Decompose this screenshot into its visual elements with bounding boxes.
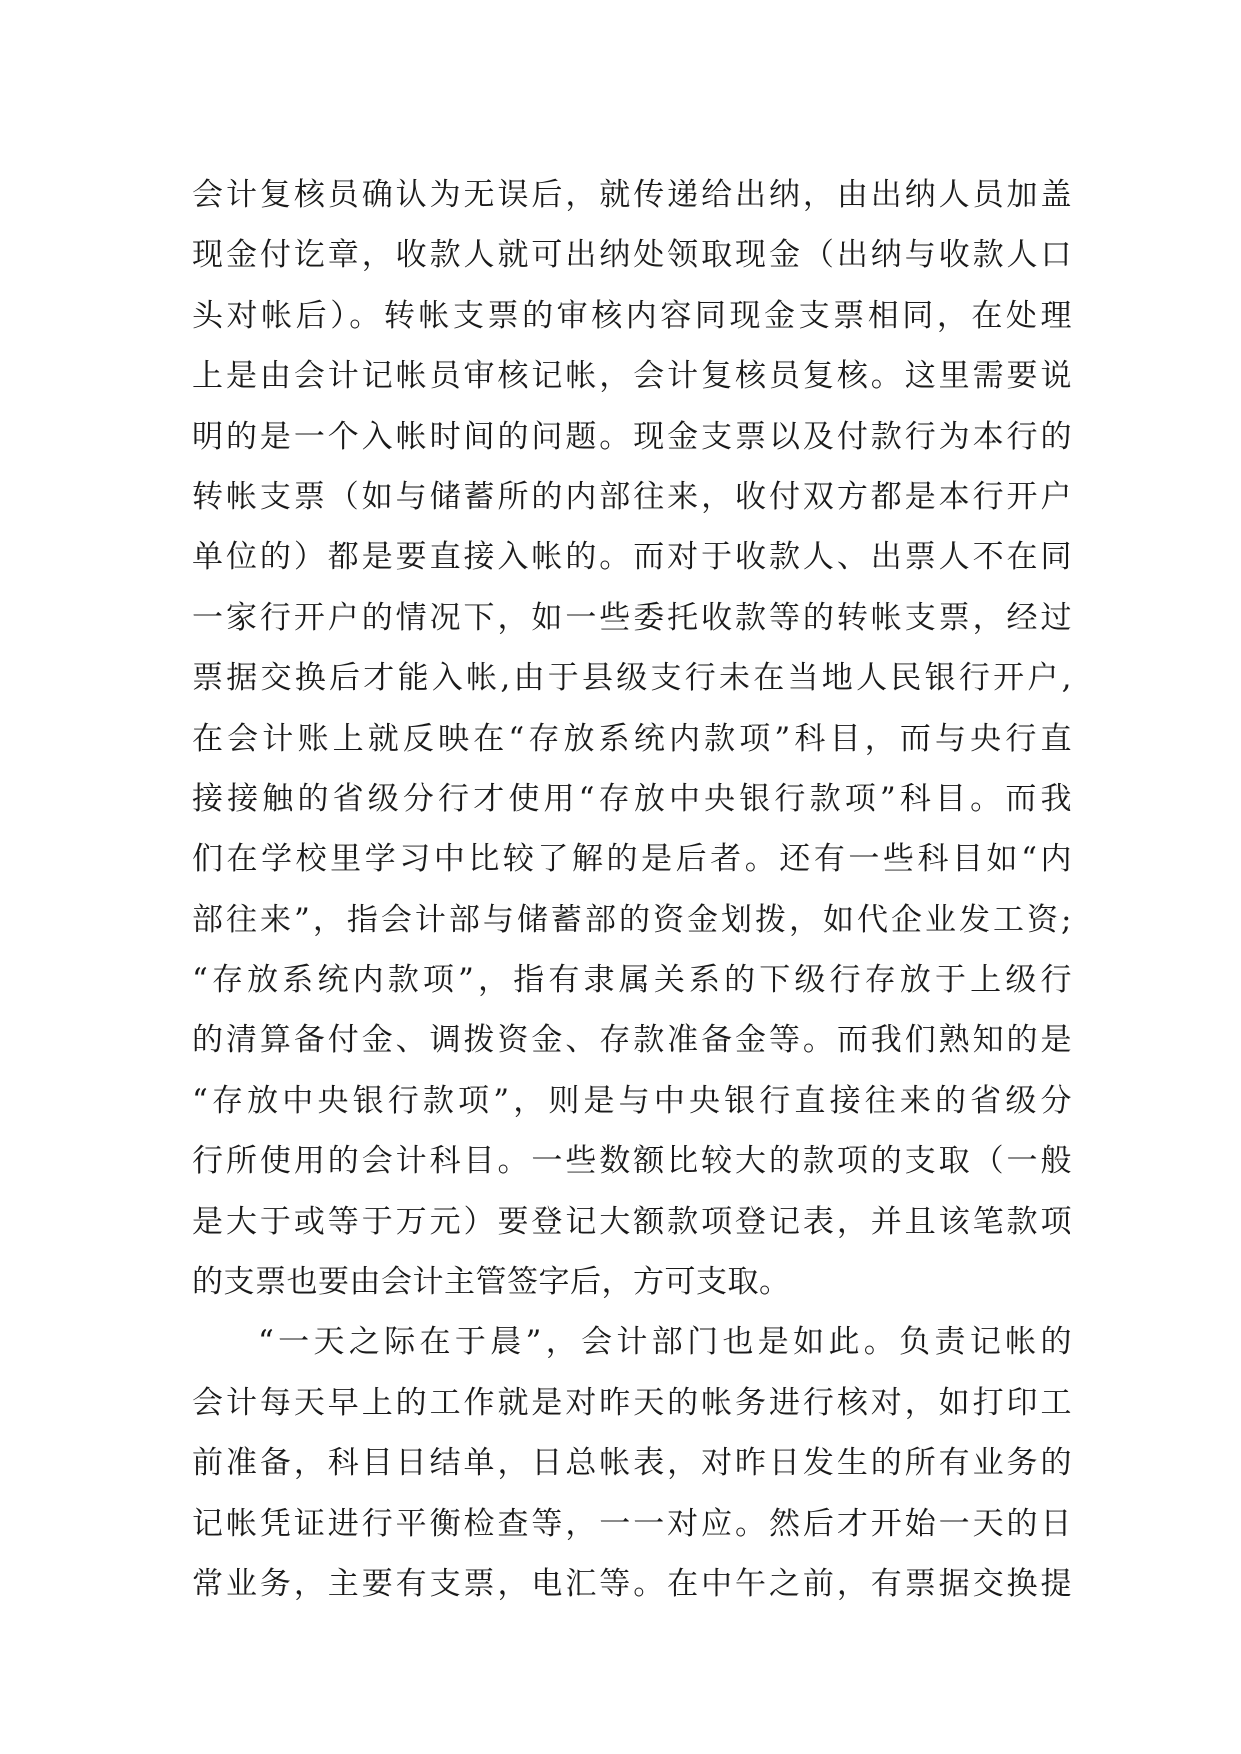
body-text	[192, 165, 1072, 1614]
text-line: 在会计账上就反映在“存放系统内款项”科目，而与央行直	[192, 720, 1072, 757]
text-line: 部往来”，指会计部与储蓄部的资金划拨，如代企业发工资;	[192, 901, 1072, 938]
text-line: “存放系统内款项”，指有隶属关系的下级行存放于上级行	[192, 962, 1072, 999]
text-line: 单位的）都是要直接入帐的。而对于收款人、出票人不在同	[192, 539, 1072, 576]
text-line: 会计复核员确认为无误后，就传递给出纳，由出纳人员加盖	[192, 177, 1072, 213]
text-line: 记帐凭证进行平衡检查等，一一对应。然后才开始一天的日	[192, 1505, 1072, 1542]
text-line: 头对帐后）。转帐支票的审核内容同现金支票相同，在处理	[192, 297, 1072, 334]
text-line: 前准备，科目日结单，日总帐表，对昨日发生的所有业务的	[192, 1445, 1072, 1482]
text-line: 现金付讫章，收款人就可出纳处领取现金（出纳与收款人口	[192, 237, 1072, 274]
text-line: 票据交换后才能入帐,由于县级支行未在当地人民银行开户,	[192, 660, 1072, 697]
text-line: 一家行开户的情况下，如一些委托收款等的转帐支票，经过	[192, 599, 1072, 636]
text-line: 明的是一个入帐时间的问题。现金支票以及付款行为本行的	[192, 418, 1072, 455]
text-line: 们在学校里学习中比较了解的是后者。还有一些科目如“内	[192, 841, 1072, 878]
text-line: 接接触的省级分行才使用“存放中央银行款项”科目。而我	[192, 780, 1072, 817]
text-line: “存放中央银行款项”，则是与中央银行直接往来的省级分	[192, 1082, 1072, 1119]
text-line: 是大于或等于万元）要登记大额款项登记表，并且该笔款项	[192, 1203, 1072, 1240]
text-line: 转帐支票（如与储蓄所的内部往来，收付双方都是本行开户	[192, 478, 1072, 515]
text-line: 上是由会计记帐员审核记帐，会计复核员复核。这里需要说	[192, 358, 1072, 395]
text-line: “一天之际在于晨”，会计部门也是如此。负责记帐的	[258, 1324, 1072, 1361]
text-line: 的支票也要由会计主管签字后，方可支取。	[192, 1264, 791, 1301]
text-line: 常业务，主要有支票，电汇等。在中午之前，有票据交换提	[192, 1565, 1072, 1602]
text-line: 的清算备付金、调拨资金、存款准备金等。而我们熟知的是	[192, 1022, 1072, 1059]
text-line: 行所使用的会计科目。一些数额比较大的款项的支取（一般	[192, 1143, 1072, 1180]
text-line: 会计每天早上的工作就是对昨天的帐务进行核对，如打印工	[192, 1384, 1072, 1421]
